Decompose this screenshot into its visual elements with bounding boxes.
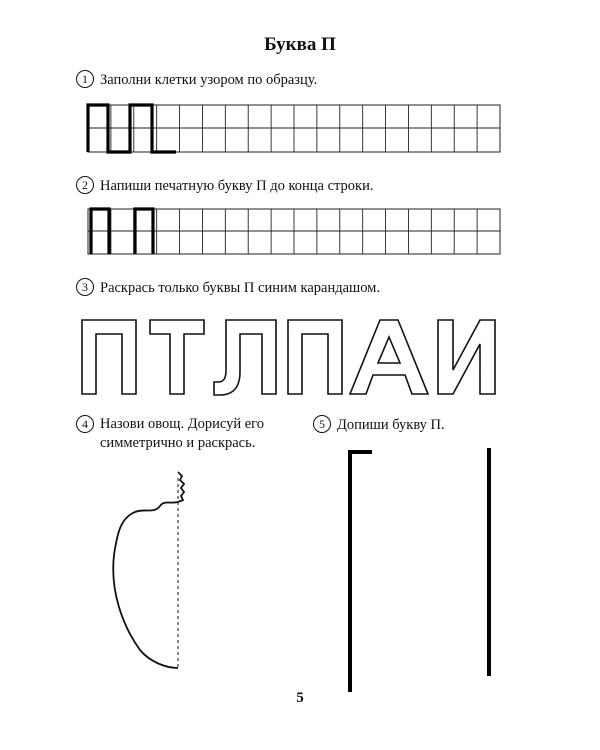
task-3-text: Раскрась только буквы П синим карандашом. xyxy=(100,280,380,296)
letter-pe-2 xyxy=(288,320,342,394)
pattern-grid[interactable] xyxy=(88,105,500,152)
letter-a xyxy=(350,320,428,394)
outlined-letters[interactable] xyxy=(82,320,495,395)
task-1-text: Заполни клетки узором по образцу. xyxy=(100,72,318,88)
task-5-text: Допиши букву П. xyxy=(337,417,445,433)
task-1-number: 1 xyxy=(76,70,94,88)
letter-el xyxy=(214,320,276,395)
letter-i xyxy=(438,320,495,394)
page-number: 5 xyxy=(296,690,304,706)
task-4-number: 4 xyxy=(76,415,94,433)
task-5-number: 5 xyxy=(313,415,331,433)
half-pepper-drawing[interactable] xyxy=(113,472,184,670)
sample-pattern xyxy=(88,105,176,152)
page-title: Буква П xyxy=(264,34,336,55)
partial-letter-pe[interactable] xyxy=(350,448,489,692)
task-2-number: 2 xyxy=(76,176,94,194)
task-3-number: 3 xyxy=(76,278,94,296)
letter-pe-1 xyxy=(82,320,136,394)
sample-letters xyxy=(91,209,153,254)
task-4-text: Назови овощ. Дорисуй его симметрично и раскрась. xyxy=(100,416,264,451)
letter-te xyxy=(150,320,204,394)
letter-writing-grid[interactable] xyxy=(88,209,500,254)
task-2-text: Напиши печатную букву П до конца строки. xyxy=(100,178,374,194)
